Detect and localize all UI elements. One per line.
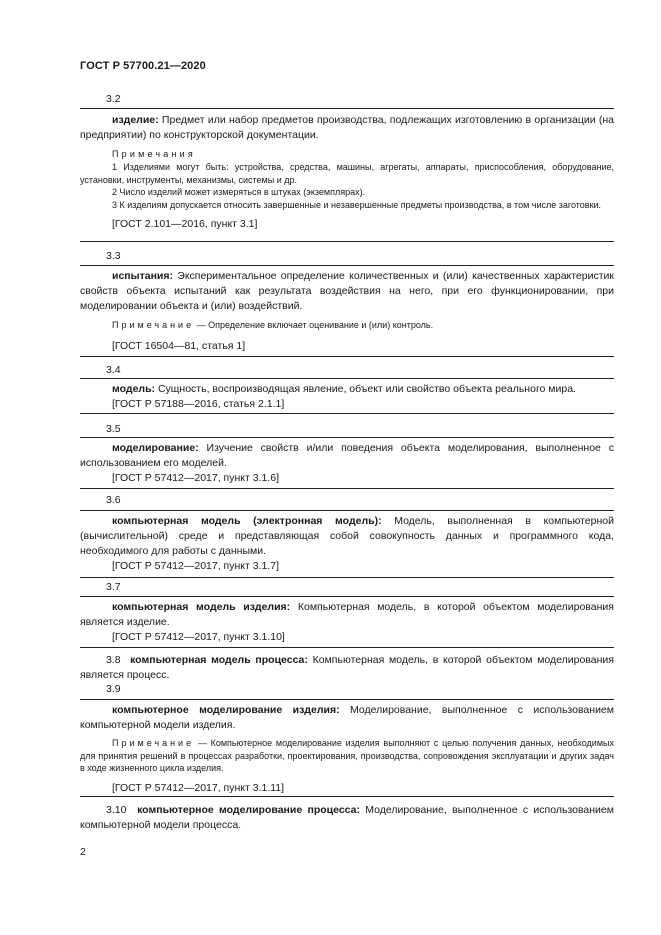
- note-title: Примечания: [112, 149, 196, 159]
- note-label: Примечание: [112, 320, 195, 330]
- term: испытания:: [112, 270, 174, 282]
- definition-text: изделие: Предмет или набор предметов производства, подлежащих изготовлению в организации (на предприятии) по конструкторской документации.: [80, 114, 614, 141]
- source-reference: [ГОСТ Р 57412—2017, пункт 3.1.7]: [112, 560, 280, 572]
- definition-text: моделирование: Изучение свойств и/или поведения объекта моделирования, выполненное с использованием его моделей.: [80, 442, 614, 469]
- page-number: 2: [80, 846, 86, 858]
- entry-number: 3.4: [106, 364, 121, 376]
- note-item: 2 Число изделий может измеряться в штуках (экземплярах).: [112, 187, 366, 197]
- entry-number: 3.6: [106, 494, 121, 506]
- definition-text: компьютерная модель (электронная модель): Модель, выполненная в компьютерной (вычислительной) среде и представляющая собой совокупность данных и программного кода, необходимого для работы с данными.: [80, 515, 614, 557]
- source-reference: [ГОСТ Р 57412—2017, пункт 3.1.6]: [112, 472, 280, 484]
- term: моделирование:: [112, 442, 199, 454]
- definition-box-3-7: [80, 596, 614, 648]
- definition-box-3-2: [80, 108, 614, 242]
- definition-text: 3.8 компьютерная модель процесса: Компьютерная модель, в которой объектом моделирования является процесс.: [80, 654, 614, 681]
- term: компьютерная модель изделия:: [112, 601, 291, 613]
- definition-text: 3.10 компьютерное моделирование процесса: Моделирование, выполненное с использованием компьютерной модели процесса.: [80, 804, 614, 831]
- term: компьютерное моделирование процесса:: [137, 804, 360, 816]
- source-reference: [ГОСТ 2.101—2016, пункт 3.1]: [112, 218, 258, 230]
- definition-box-3-6: [80, 510, 614, 578]
- definition-box-3-9: [80, 699, 614, 797]
- entry-number: 3.3: [106, 250, 121, 262]
- entry-number: 3.9: [106, 683, 121, 695]
- definition-3-10: [80, 803, 614, 833]
- entry-number: 3.5: [106, 423, 121, 435]
- term: компьютерная модель (электронная модель):: [112, 515, 382, 527]
- definition-box-3-4: [80, 378, 614, 414]
- source-reference: [ГОСТ Р 57412—2017, пункт 3.1.10]: [112, 631, 285, 643]
- note: Примечание — Определение включает оценивание и (или) контроль.: [112, 320, 434, 330]
- term: компьютерное моделирование изделия:: [112, 704, 340, 716]
- note-item: 1 Изделиями могут быть: устройства, средства, машины, агрегаты, аппараты, приспособления, оборудование, установки, инструменты, механизмы, системы и др.: [80, 162, 614, 185]
- note-item: 3 К изделиям допускается относить завершенные и незавершенные предметы производства, в том числе заготовки.: [112, 199, 602, 210]
- term: модель:: [112, 383, 156, 395]
- entry-number: 3.2: [106, 93, 121, 105]
- term: компьютерная модель процесса:: [130, 654, 308, 666]
- note-label: Примечание: [112, 738, 195, 748]
- note: Примечание — Компьютерное моделирование изделия выполняют с целью получения данных, необходимых для принятия решений в процессах разработки, проектирования, производства, сопровождения эксплуатации и других задач в ходе жизненного цикла изделия.: [80, 738, 614, 773]
- document-header: ГОСТ Р 57700.21—2020: [80, 60, 206, 72]
- definition-box-3-3: [80, 265, 614, 357]
- definition-text: компьютерное моделирование изделия: Моделирование, выполненное с использованием компьютерной модели изделия.: [80, 704, 614, 731]
- source-reference: [ГОСТ 16504—81, статья 1]: [112, 339, 246, 352]
- definition-box-3-5: [80, 437, 614, 489]
- entry-number: 3.7: [106, 581, 121, 593]
- term: изделие:: [112, 114, 159, 126]
- definition-text: модель: Сущность, воспроизводящая явление, объект или свойство объекта реального мира.: [112, 383, 576, 395]
- source-reference: [ГОСТ Р 57188—2016, статья 2.1.1]: [112, 398, 285, 410]
- source-reference: [ГОСТ Р 57412—2017, пункт 3.1.11]: [112, 781, 285, 794]
- definition-3-8: [80, 653, 614, 683]
- definition-text: компьютерная модель изделия: Компьютерная модель, в которой объектом моделирования является изделие.: [80, 601, 614, 628]
- definition-text: испытания: Экспериментальное определение количественных и (или) качественных характеристик свойств объекта испытаний как результата воздействия на него, при его функционировании, при моделировании объекта и (или) воздействий.: [80, 270, 614, 312]
